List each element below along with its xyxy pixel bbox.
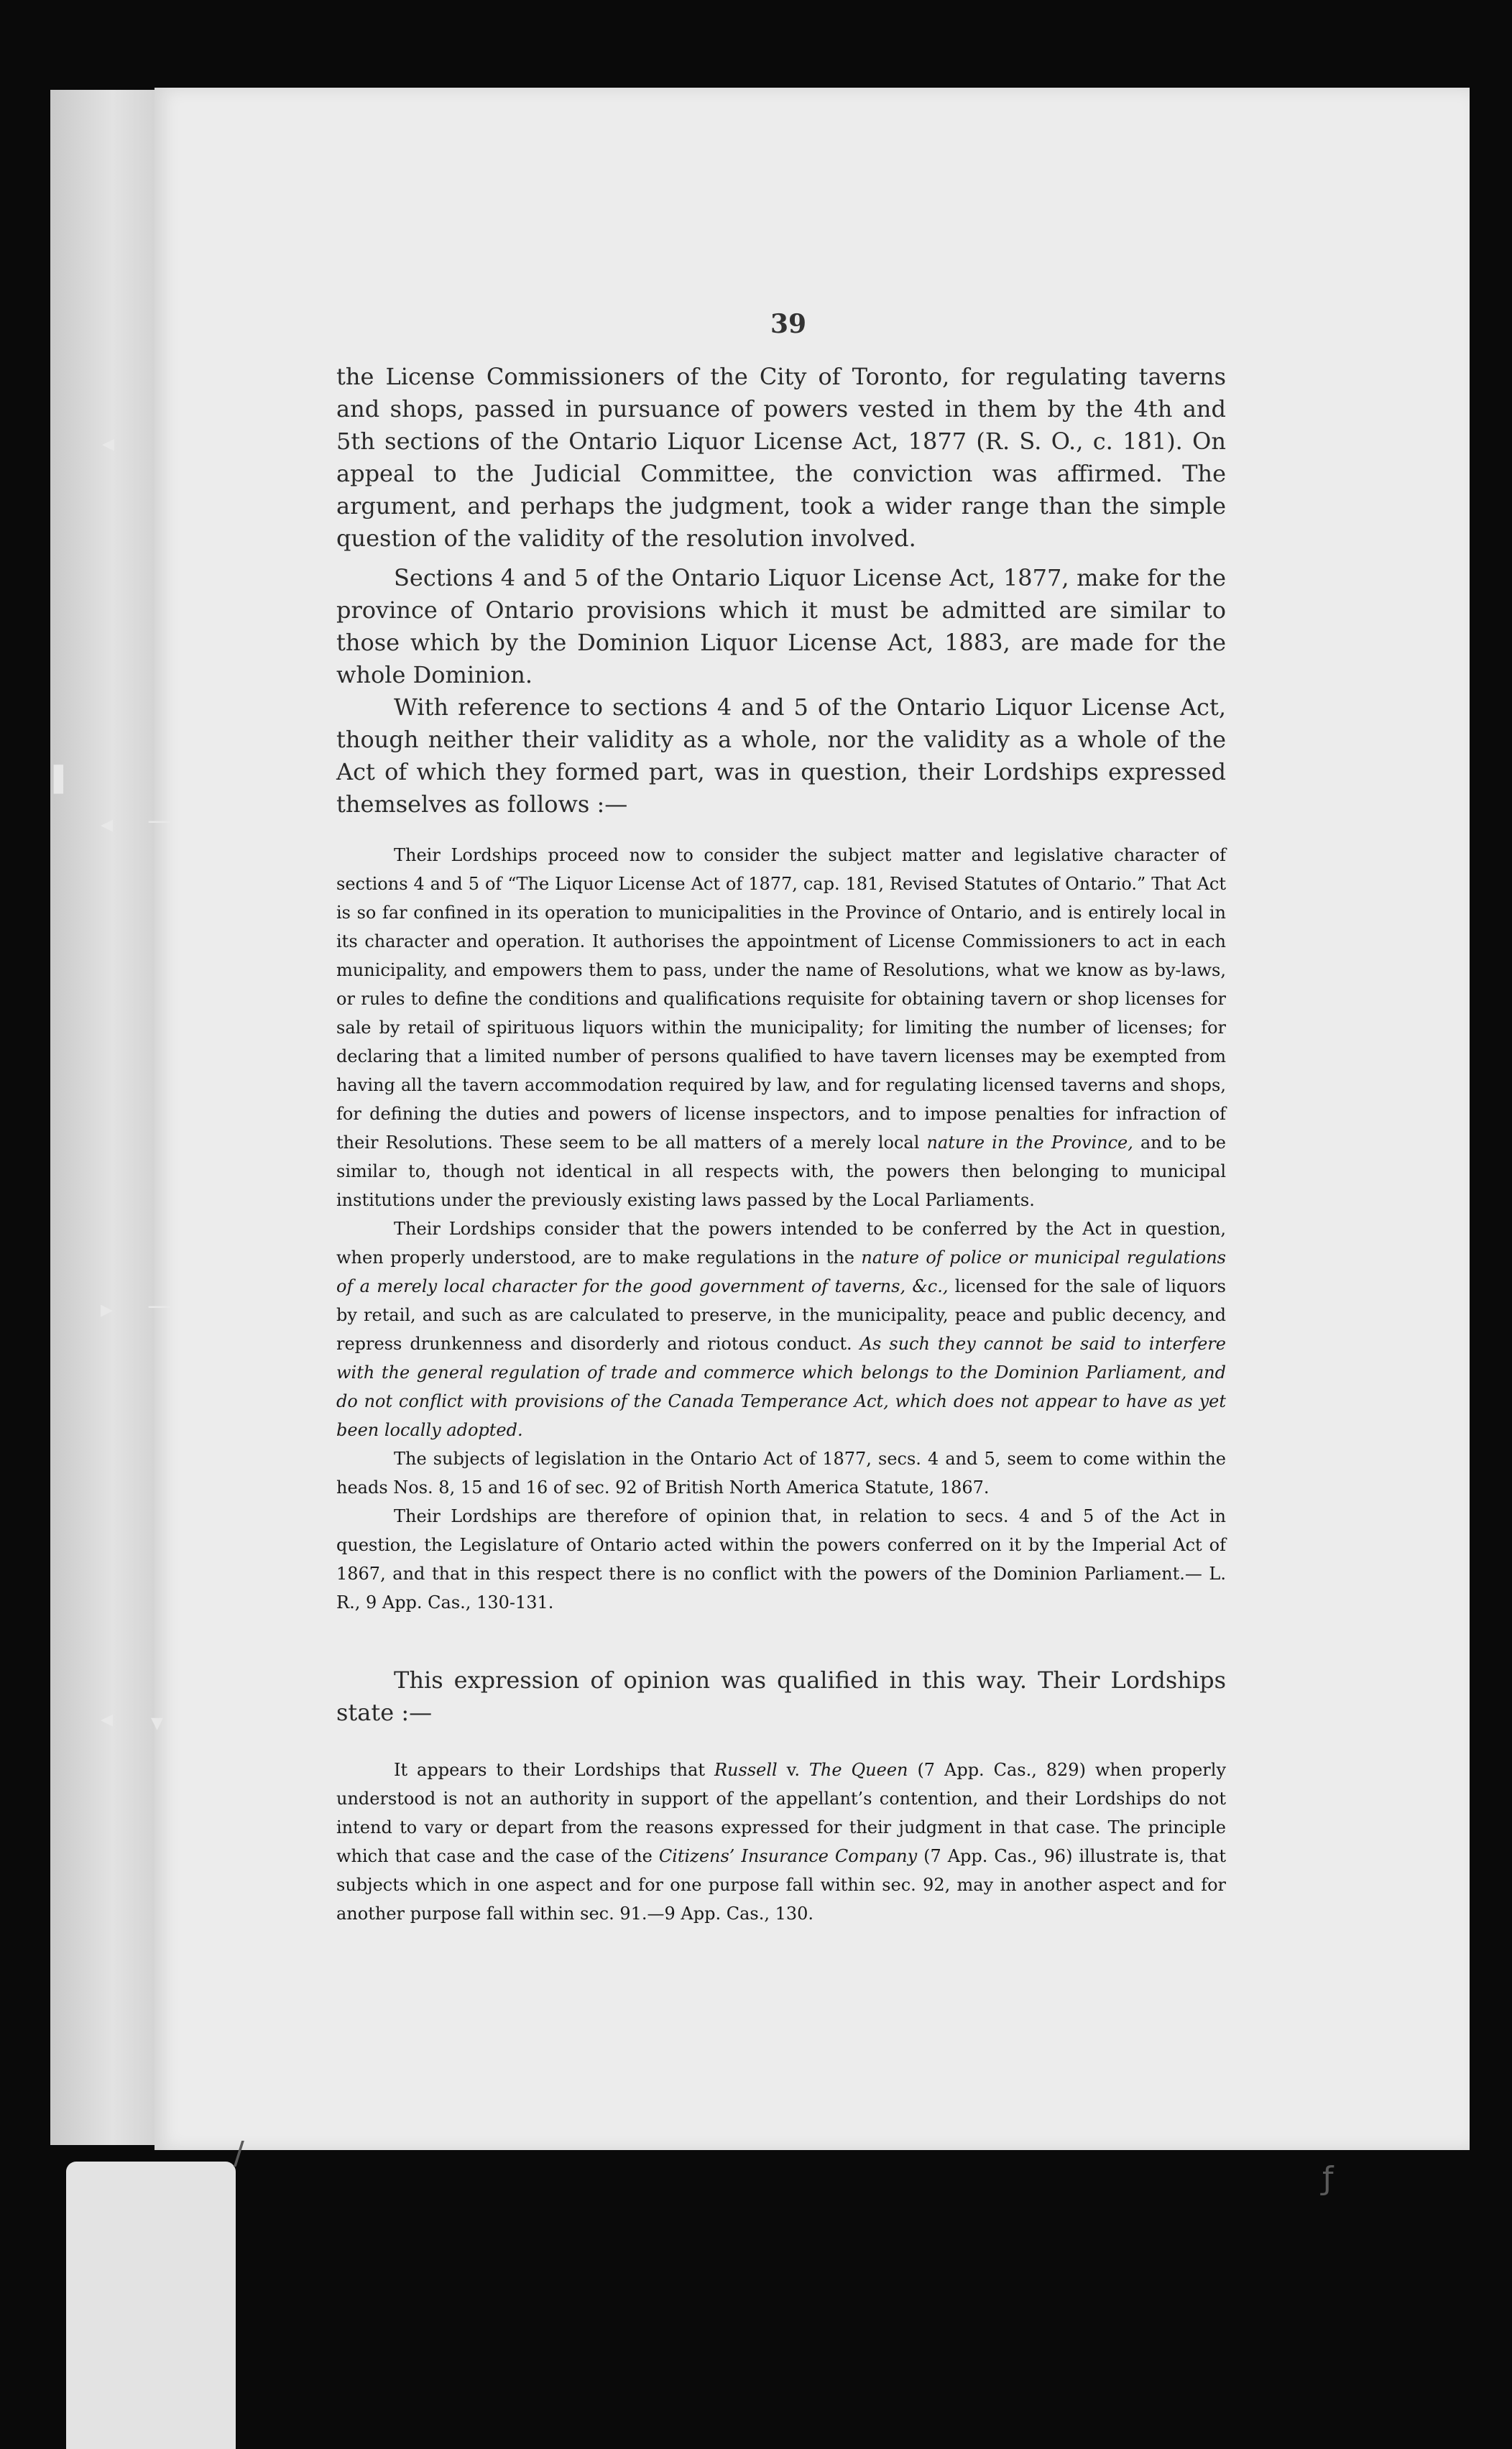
page-number: 39 xyxy=(770,309,807,339)
quote-two-case-russell: Russell xyxy=(714,1760,778,1780)
quote-two-start: It appears to their Lordships that xyxy=(394,1760,706,1780)
second-paragraph-text: Sections 4 and 5 of the Ontario Liquor License Act, 1877, make for the province of Ontario provisions which it must be admitted are similar to those which by the Dominion Liquor License Act, 1883, are made for the whole Dominion. xyxy=(336,564,1226,688)
margin-arrow-mark: — xyxy=(147,806,172,835)
quote-two-versus: v. xyxy=(786,1760,800,1780)
left-page-edge xyxy=(50,90,155,2145)
opening-paragraph-text: the License Commissioners of the City of Toronto, for regulating taverns and shops, passed in pursuance of powers vested in them by the 4th and 5th sections of the Ontario Liquor License Act, 1877 (R. S. O., c. 181). On appeal to the Judicial Committee, the conviction was affirmed. The argument, and perhaps the judgment, took a wider range than the simple question of the validity of the resolution involved. xyxy=(336,363,1226,552)
quote-one-paragraph-4: Their Lordships are therefore of opinion that, in relation to secs. 4 and 5 of the Act in question, the Legislature of Ontario acted within the powers conferred on it by the Imperial Act of 1867, and that in this respect there is no conflict with the powers of the Dominion Parliament.— L. R., 9 App. Cas., 130-131. xyxy=(336,1506,1226,1613)
scratch-mark: / xyxy=(234,2135,244,2172)
third-paragraph xyxy=(336,691,1226,821)
quote-one-para2-italic: nature of police or municipal regulations of a merely local character for the good government of taverns, &c., xyxy=(336,1247,1227,1296)
quote-two-case-queen: The Queen xyxy=(808,1760,908,1780)
fourth-paragraph xyxy=(336,1664,1226,1729)
quote-one-para2-italic-end: As such they cannot be said to interfere with the general regulation of trade and commerce which belongs to the Dominion Parliament, and do not conflict with provisions of the Canada Temperance Act, which does not appear to have as yet been locally adopted. xyxy=(336,1334,1226,1440)
scratch-mark: ƒ xyxy=(1322,2160,1334,2197)
block-quote-one xyxy=(336,841,1226,1617)
quote-one-para2-start: Their Lordships consider that the powers intended to be conferred by the Act in question, when properly understood, are to make regulations in the xyxy=(336,1219,1226,1268)
quote-two-mid: (7 App. Cas., 829) when properly understood is not an authority in support of the appellant’s contention, and their Lordships do not intend to vary or depart from the reasons expressed for their judgment in that case. The principle which that case and the case of the xyxy=(336,1760,1227,1866)
margin-arrow-mark: ▌ xyxy=(54,765,73,794)
bottom-card-edge xyxy=(66,2162,236,2449)
third-paragraph-text: With reference to sections 4 and 5 of the Ontario Liquor License Act, though neither their validity as a whole, nor the validity as a whole of the Act of which they formed part, was in question, their Lordships expressed themselves as follows :— xyxy=(336,693,1226,818)
quote-one-para1-end: and to be similar to, though not identical in all respects with, the powers then belonging to municipal institutions under the previously existing laws passed by the Local Parliaments. xyxy=(336,1133,1226,1210)
block-quote-two xyxy=(336,1756,1226,1928)
margin-arrow-mark: ▾ xyxy=(151,1708,164,1737)
quote-one-paragraph-2 xyxy=(336,1214,1226,1444)
quote-one-para2-mid: licensed for the sale of liquors by retail, and such as are calculated to preserve, in the municipality, peace and public decency, and repress drunkenness and disorderly and riotous conduct. xyxy=(336,1276,1226,1354)
margin-arrow-mark: ◂ xyxy=(102,429,115,458)
quote-two-paragraph xyxy=(336,1756,1226,1928)
fourth-paragraph-text: This expression of opinion was qualified in this way. Their Lordships state :— xyxy=(336,1666,1226,1726)
margin-arrow-mark: ◂ xyxy=(101,1705,114,1733)
quote-one-paragraph-1 xyxy=(336,841,1226,1214)
margin-arrow-mark: ▸ xyxy=(101,1295,114,1324)
quote-one-para1-text: Their Lordships proceed now to consider the subject matter and legislative character of sections 4 and 5 of “The Liquor License Act of 1877, cap. 181, Revised Statutes of Ontario.” That Act is so far confined in its operation to municipalities in the Province of Ontario, and is entirely local in its character and operation. It authorises the appointment of License Commissioners to act in each municipality, and empowers them to pass, under the name of Resolutions, what we know as by-laws, or rules to define the conditions and qualifications requisite for obtaining tavern or shop licenses for sale by retail of spirituous liquors within the municipality; for limiting the number of licenses; for declaring that a limited number of persons qualified to have tavern licenses may be exempted from having all the tavern accommodation required by law, and for regulating licensed taverns and shops, for defining the duties and powers of license inspectors, and to impose penalties for infraction of their Resolutions. These seem to be all matters of a merely local xyxy=(336,845,1226,1153)
quote-two-end: (7 App. Cas., 96) illustrate is, that subjects which in one aspect and for one purpose fall within sec. 92, may in another aspect and for another purpose fall within sec. 91.—9 App. Cas., 130. xyxy=(336,1846,1227,1924)
quote-two-case-citizens: Citizens’ Insurance Company xyxy=(658,1846,918,1866)
opening-paragraph xyxy=(336,361,1226,555)
margin-arrow-mark: — xyxy=(147,1291,172,1320)
quote-one-para1-italic: nature in the Province, xyxy=(926,1133,1133,1153)
margin-arrow-mark: ◂ xyxy=(101,810,114,839)
second-paragraph xyxy=(336,562,1226,691)
quote-one-paragraph-3: The subjects of legislation in the Ontario Act of 1877, secs. 4 and 5, seem to come within the heads Nos. 8, 15 and 16 of sec. 92 of British North America Statute, 1867. xyxy=(336,1449,1226,1498)
